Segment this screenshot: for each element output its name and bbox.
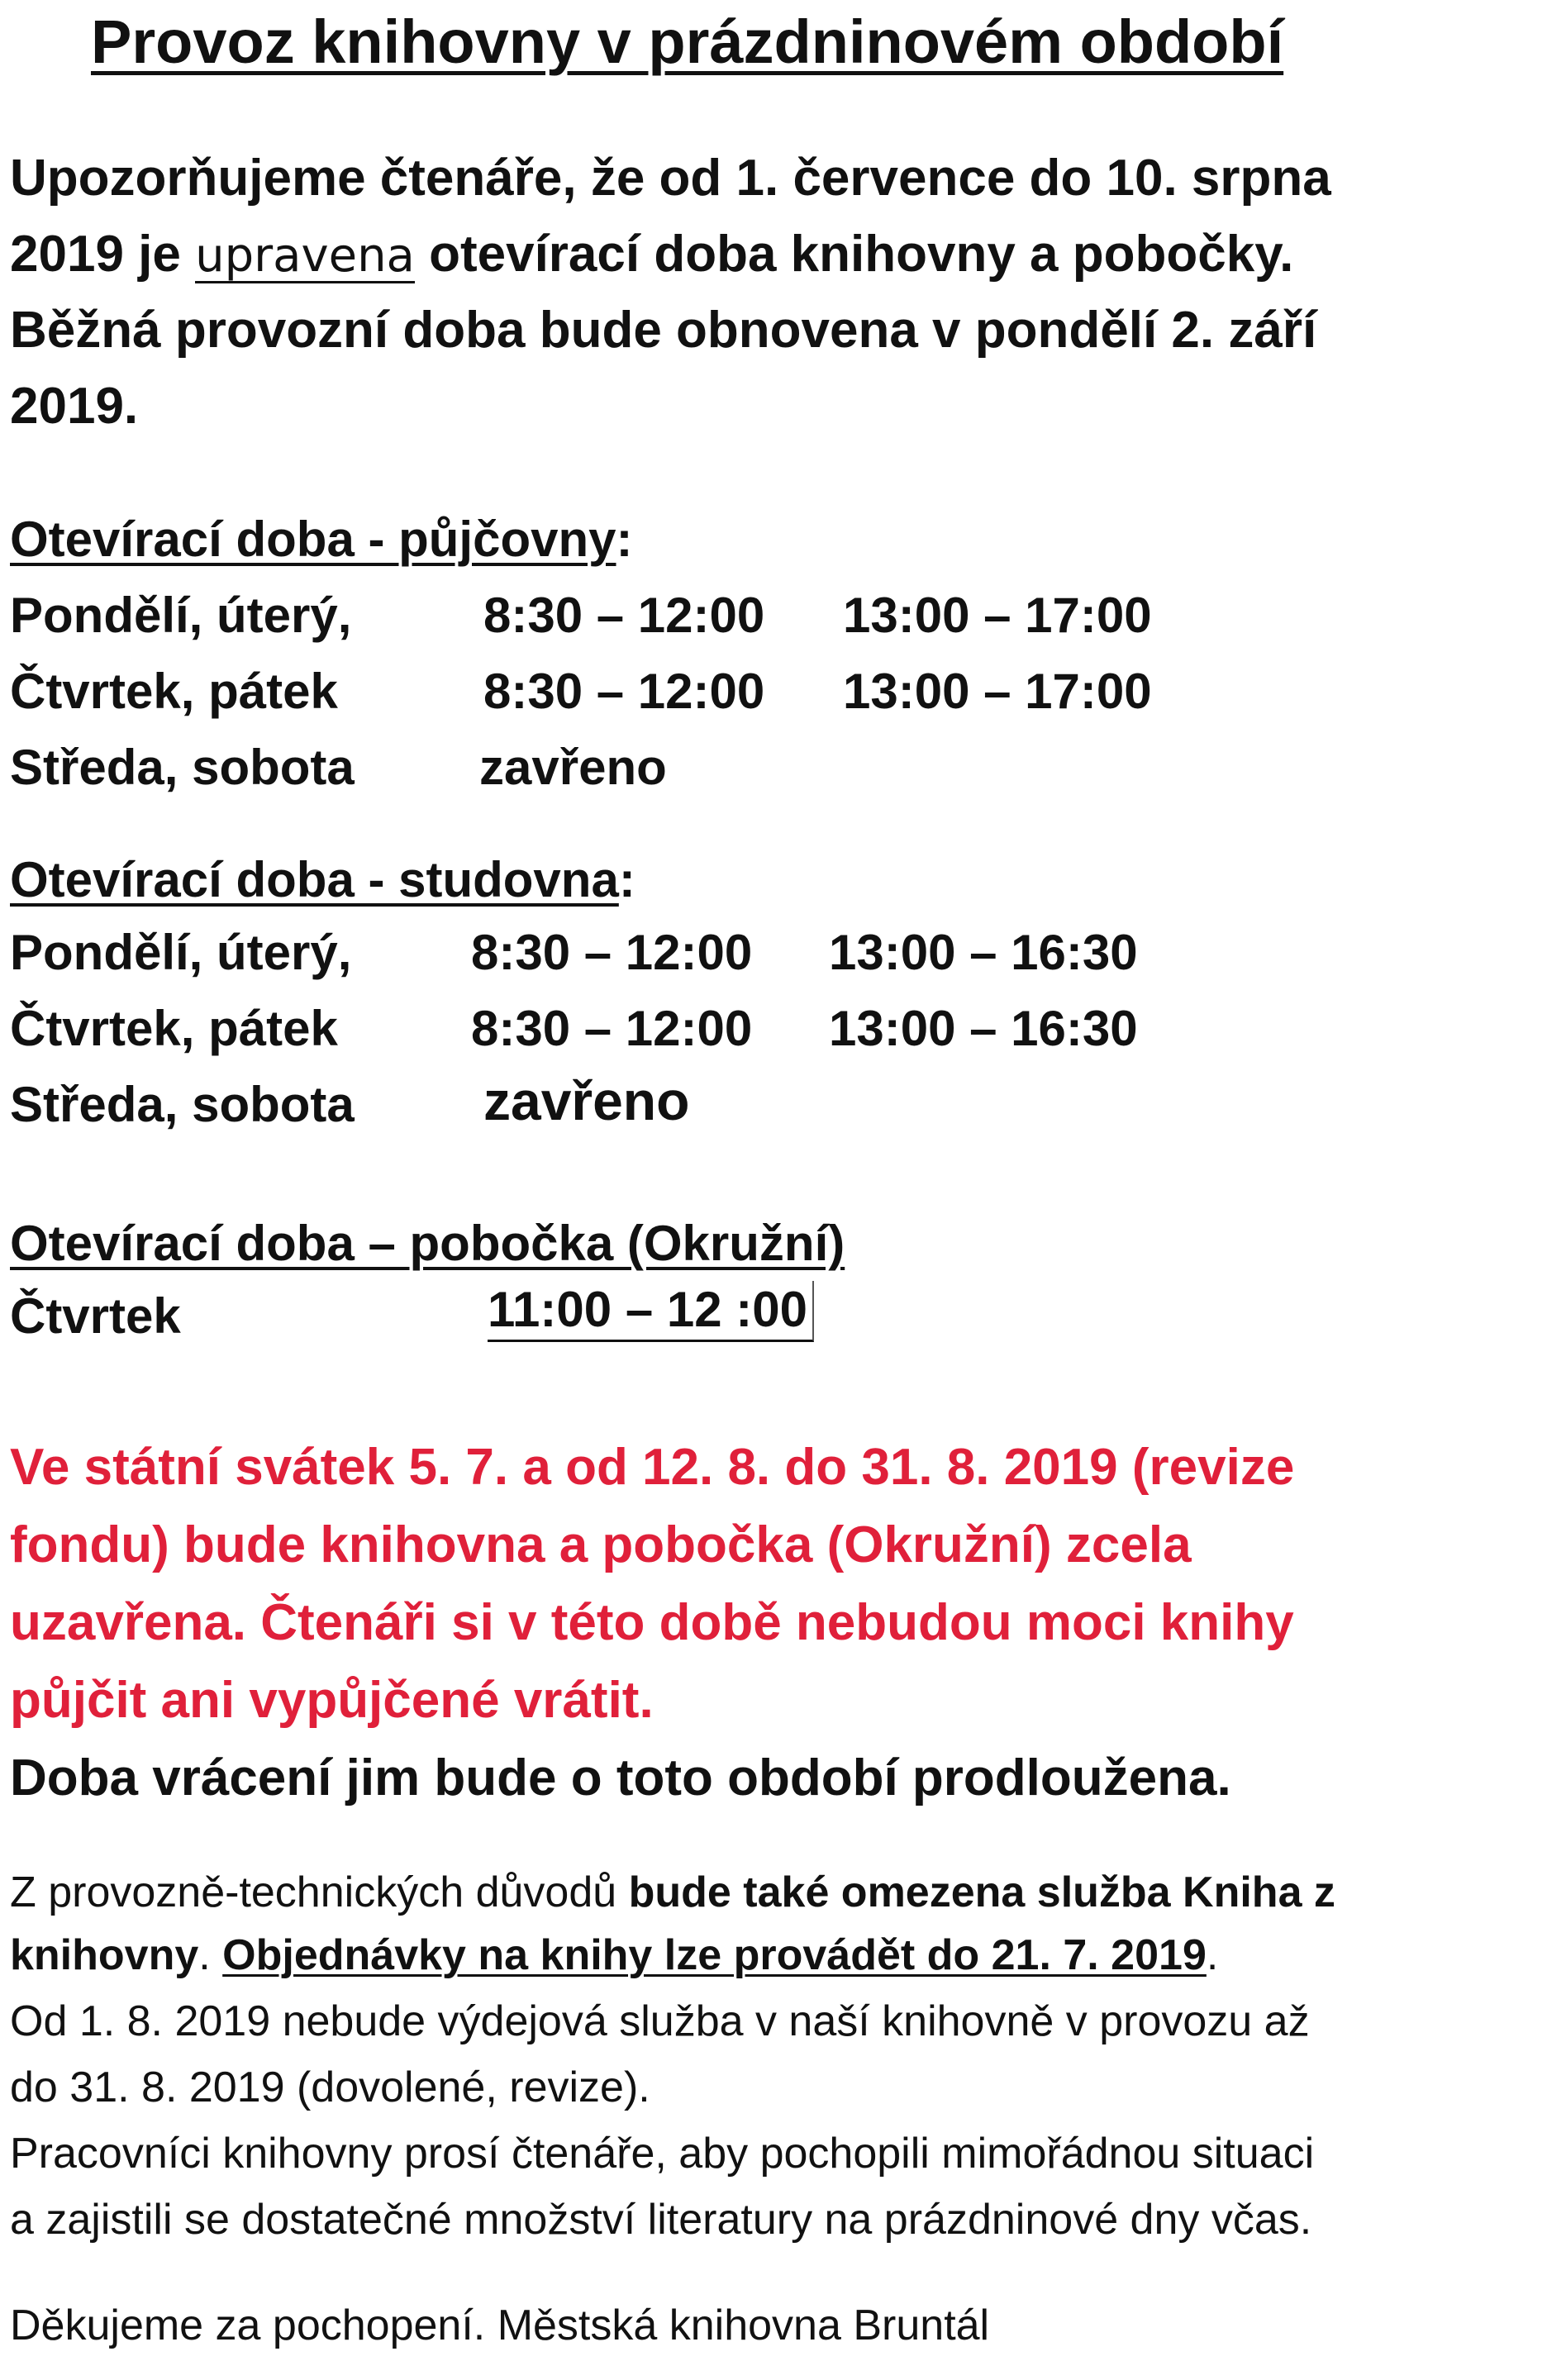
pujcovny-row-3-days: Středa, sobota bbox=[10, 740, 355, 795]
pujcovny-row-1-days: Pondělí, úterý, bbox=[10, 588, 352, 643]
service-line-5: Pracovníci knihovny prosí čtenáře, aby pochopili mimořádnou situaci bbox=[10, 2130, 1315, 2178]
service-line-2-dot: . bbox=[198, 1931, 223, 1979]
intro-line-2-pre: 2019 je bbox=[10, 226, 196, 283]
pujcovny-row-2-pm: 13:00 – 17:00 bbox=[843, 664, 1152, 719]
holiday-line-3: uzavřena. Čtenáři si v této době nebudou moci knihy bbox=[10, 1594, 1294, 1651]
studovna-row-3-days: Středa, sobota bbox=[10, 1077, 355, 1132]
pujcovny-row-1-pm: 13:00 – 17:00 bbox=[843, 588, 1152, 643]
service-line-3: Od 1. 8. 2019 nebude výdejová služba v naší knihovně v provozu až bbox=[10, 1997, 1310, 2045]
intro-line-1: Upozorňujeme čtenáře, že od 1. července do 10. srpna bbox=[10, 150, 1331, 207]
studovna-row-2-days: Čtvrtek, pátek bbox=[10, 1001, 338, 1056]
pujcovny-row-3-closed: zavřeno bbox=[479, 740, 667, 795]
handwritten-correction: upravena bbox=[195, 229, 415, 283]
pujcovny-colon: : bbox=[616, 512, 633, 567]
pujcovny-header: Otevírací doba - půjčovny bbox=[10, 512, 616, 567]
studovna-row-2-am: 8:30 – 12:00 bbox=[471, 1001, 753, 1056]
pobocka-hours: 11:00 – 12 :00 bbox=[488, 1281, 814, 1342]
intro-line-2 bbox=[10, 225, 1293, 283]
service-line-6: a zajistili se dostatečné množství literatury na prázdninové dny včas. bbox=[10, 2196, 1312, 2244]
intro-line-3: Běžná provozní doba bude obnovena v pondělí 2. září bbox=[10, 302, 1317, 359]
holiday-line-4: půjčit ani vypůjčené vrátit. bbox=[10, 1672, 654, 1729]
return-extension: Doba vrácení jim bude o toto období prodloužena. bbox=[10, 1749, 1231, 1806]
service-line-2-bold: knihovny bbox=[10, 1931, 199, 1979]
studovna-row-2-pm: 13:00 – 16:30 bbox=[829, 1001, 1138, 1056]
studovna-row-3-closed: zavřeno bbox=[483, 1070, 690, 1131]
pujcovny-row-2-days: Čtvrtek, pátek bbox=[10, 664, 338, 719]
closing-signature: Děkujeme za pochopení. Městská knihovna Bruntál bbox=[10, 2301, 990, 2349]
intro-line-2-post: otevírací doba knihovny a pobočky. bbox=[414, 226, 1294, 283]
holiday-line-2: fondu) bude knihovna a pobočka (Okružní) zcela bbox=[10, 1516, 1192, 1573]
pujcovny-row-1-am: 8:30 – 12:00 bbox=[483, 588, 765, 643]
holiday-line-1: Ve státní svátek 5. 7. a od 12. 8. do 31. 8. 2019 (revize bbox=[10, 1439, 1295, 1496]
studovna-row-1-days: Pondělí, úterý, bbox=[10, 925, 352, 980]
page-title: Provoz knihovny v prázdninovém období bbox=[91, 7, 1284, 76]
service-line-4: do 31. 8. 2019 (dovolené, revize). bbox=[10, 2063, 650, 2111]
service-line-2-end: . bbox=[1206, 1931, 1219, 1979]
order-deadline: Objednávky na knihy lze provádět do 21. 7. 2019 bbox=[222, 1931, 1207, 1979]
service-line-1-normal: Z provozně-technických důvodů bbox=[10, 1868, 629, 1916]
studovna-row-1-pm: 13:00 – 16:30 bbox=[829, 925, 1138, 980]
service-line-2 bbox=[10, 1930, 1218, 1980]
service-line-1-bold: bude také omezena služba Kniha z bbox=[628, 1868, 1335, 1916]
service-line-1 bbox=[10, 1868, 1335, 1917]
studovna-heading bbox=[10, 851, 635, 908]
intro-line-4: 2019. bbox=[10, 378, 139, 435]
pujcovny-row-2-am: 8:30 – 12:00 bbox=[483, 664, 765, 719]
studovna-header: Otevírací doba - studovna bbox=[10, 852, 619, 907]
pobocka-days: Čtvrtek bbox=[10, 1288, 181, 1344]
studovna-colon: : bbox=[618, 852, 635, 907]
pujcovny-heading bbox=[10, 511, 633, 568]
studovna-row-1-am: 8:30 – 12:00 bbox=[471, 925, 753, 980]
pobocka-header: Otevírací doba – pobočka (Okružní) bbox=[10, 1216, 845, 1271]
